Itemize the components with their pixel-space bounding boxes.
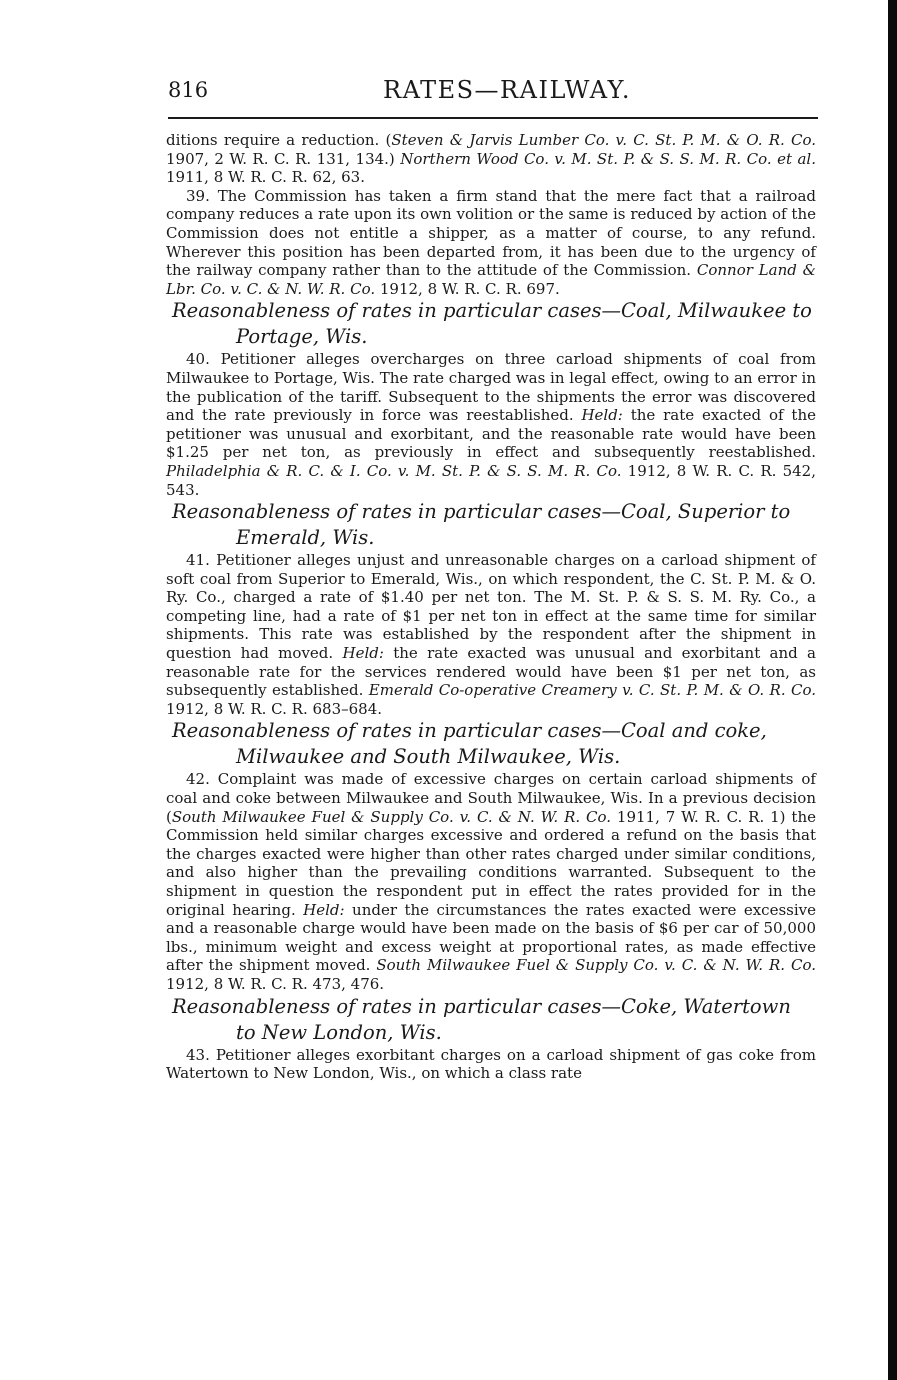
text-run: 1912, 8 W. R. C. R. 542, 543. xyxy=(166,461,816,499)
scan-edge-border xyxy=(888,0,897,1380)
section-heading-40: Reasonableness of rates in particular cases—Coal, Milwaukee to Portage, Wis. xyxy=(172,299,812,349)
text-run: 42. Complaint was made of excessive charges on certain carload shipments of coal and coke between Milwaukee and South Milwaukee, Wis. In a previous decision ( xyxy=(166,770,816,826)
text-run: the rate exacted of the petitioner was unusual and exorbitant, and the reasonable rate would have been $1.25 per net ton, as previously in effect and subsequently reestablished. xyxy=(166,406,816,462)
text-run: 39. The Commission has taken a firm stand that the mere fact that a railroad company reduces a rate upon its own volition or the same is reduced by action of the Commission does not entitle a shipper, as a matter of course, to any refund. Wherever this position has been departed from, it has been due to the urgency of the railway company rather than to the attitude of the Commission. xyxy=(166,186,816,280)
case-citation: Northern Wood Co. v. M. St. P. & S. S. M. R. Co. et al. xyxy=(400,149,816,168)
page-number: 816 xyxy=(168,78,209,102)
text-run: 1912, 8 W. R. C. R. 473, 476. xyxy=(166,974,385,993)
held-label: Held: xyxy=(303,900,345,919)
text-run: 1911, 7 W. R. C. R. 1) the Commission held similar charges excessive and ordered a refund on the basis that the charges exacted were higher than other rates charged under similar conditions, and also higher than the prevailing conditions warranted. Subsequent to the shipment in question the respondent put in effect the rates provided for in the original hearing. xyxy=(166,807,816,919)
text-run: 1912, 8 W. R. C. R. 683–684. xyxy=(166,699,383,718)
text-run: 43. Petitioner alleges exorbitant charges on a carload shipment of gas coke from Watertown to New London, Wis., on which a class rate xyxy=(166,1045,816,1083)
case-citation: South Milwaukee Fuel & Supply Co. v. C. & N. W. R. Co. xyxy=(171,807,612,826)
text-run: 40. Petitioner alleges overcharges on three carload shipments of coal from Milwaukee to Portage, Wis. The rate charged was in legal effect, owing to an error in the publication of the tariff. Subsequent to the shipments the error was discovered and the rate previously in force was reestablished. xyxy=(166,350,816,425)
case-citation: Connor Land & Lbr. Co. v. C. & N. W. R. Co. xyxy=(166,261,816,298)
paragraph-39 xyxy=(166,187,816,299)
paragraph-41 xyxy=(166,551,816,718)
paragraph-43 xyxy=(166,1046,816,1083)
text-run: 1911, 8 W. R. C. R. 62, 63. xyxy=(166,168,365,187)
page-header xyxy=(168,74,818,114)
text-run: under the circumstances the rates exacted were excessive and a reasonable charge would have been made on the basis of $6 per car of 50,000 lbs., minimum weight and excess weight at proportional rates, as made effective after the shipment moved. xyxy=(166,900,816,975)
case-citation: Philadelphia & R. C. & I. Co. v. M. St. P. & S. S. M. R. Co. xyxy=(166,461,622,480)
paragraph-40 xyxy=(166,350,816,499)
text-run: 41. Petitioner alleges unjust and unreasonable charges on a carload shipment of soft coal from Superior to Emerald, Wis., on which respondent, the C. St. P. M. & O. Ry. Co., charged a rate of $1.40 per net ton. The M. St. P. & S. S. M. Ry. Co., a competing line, had a rate of $1 per net ton in effect at the same time for similar shipments. This rate was established by the respondent after the shipment in question had moved. xyxy=(166,551,816,663)
section-heading-43: Reasonableness of rates in particular cases—Coke, Watertown to New London, Wis. xyxy=(172,994,791,1044)
section-heading-41: Reasonableness of rates in particular cases—Coal, Superior to Emerald, Wis. xyxy=(172,500,791,550)
case-citation: Steven & Jarvis Lumber Co. v. C. St. P. M. & O. R. Co. xyxy=(391,131,817,149)
text-run: the rate exacted was unusual and exorbitant and a reasonable rate for the services rendered would have been $1 per net ton, as subsequently established. xyxy=(166,644,816,700)
section-heading-42: Reasonableness of rates in particular cases—Coal and coke, Milwaukee and South Milwaukee, Wis. xyxy=(172,719,767,769)
held-label: Held: xyxy=(581,406,623,425)
paragraph-continued xyxy=(166,131,816,187)
text-run: 1907, 2 W. R. C. R. 131, 134.) xyxy=(166,149,401,168)
case-citation: Emerald Co-operative Creamery v. C. St. P. M. & O. R. Co. xyxy=(368,681,816,700)
paragraph-42 xyxy=(166,770,816,993)
running-head: RATES—RAILWAY. xyxy=(383,76,632,104)
body-text xyxy=(166,131,816,1083)
text-run: ditions require a reduction. ( xyxy=(166,131,392,149)
header-rule xyxy=(168,117,818,119)
text-run: 1912, 8 W. R. C. R. 697. xyxy=(375,279,560,298)
held-label: Held: xyxy=(342,644,384,663)
case-citation: South Milwaukee Fuel & Supply Co. v. C. & N. W. R. Co. xyxy=(376,956,817,975)
